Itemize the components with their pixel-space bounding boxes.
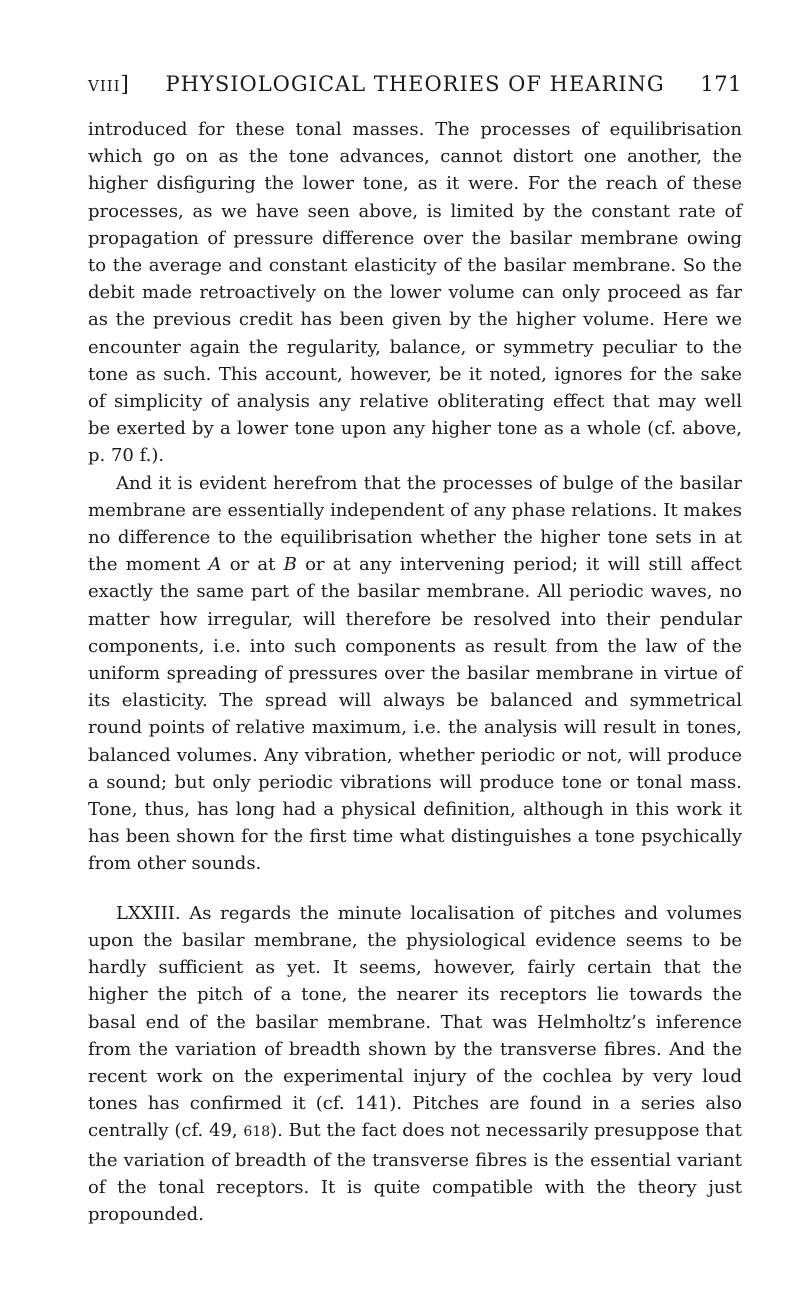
paragraph-text: ). But the fact does not necessarily presuppose that the variation of breadth of the transverse fibres is the essential variant of the tonal receptors. It is quite compatible with the theory just propounded. bbox=[88, 1120, 742, 1225]
paragraph-continuation: introduced for these tonal masses. The processes of equilibrisation which go on as the tone advances, cannot distort one another, the higher disfiguring the lower tone, as it were. For the reach of these processes, as we have seen above, is limited by the constant rate of propagation of pressure difference over the basilar membrane owing to the average and constant elasticity of the basilar membrane. So the debit made retroactively on the lower volume can only proceed as far as the previous credit has been given by the higher volume. Here we encounter again the regularity, balance, or symmetry peculiar to the tone as such. This account, however, be it noted, ignores for the sake of simplicity of analysis any relative obliterating effect that may well be exerted by a lower tone upon any higher tone as a whole (cf. above, p. 70 f.). bbox=[88, 119, 742, 467]
chapter-number: viii] bbox=[88, 72, 130, 96]
paragraph-phase-relations bbox=[88, 470, 742, 878]
paragraph-section-lxxiii bbox=[88, 900, 742, 1228]
paragraph-text: or at any intervening period; it will still affect exactly the same part of the basilar membrane. All periodic waves, no matter how irregular, will therefore be resolved into their pendular components, i.e. into such components as result from the law of the uniform spreading of pressures over the basilar membrane in virtue of its elasticity. The spread will always be balanced and symmetrical round points of relative maximum, i.e. the analysis will result in tones, balanced volumes. Any vibration, whether periodic or not, will produce a sound; but only periodic vibrations will produce tone or tonal mass. Tone, thus, has long had a physical definition, although in this work it has been shown for the first time what distinguishes a tone psychically from other sounds. bbox=[88, 554, 742, 875]
running-head bbox=[88, 72, 742, 108]
paragraph-text: or at bbox=[221, 554, 284, 576]
book-page bbox=[88, 72, 742, 1228]
page-number: 171 bbox=[700, 72, 742, 96]
paragraph-text: And it is evident herefrom that the processes of bulge of the basilar membrane are essentially independent of any phase relations. It makes no difference to the equilibrisation whether the higher tone sets in at the moment bbox=[88, 472, 742, 576]
page-reference: 618 bbox=[243, 1124, 271, 1141]
moment-b-label: B bbox=[283, 554, 297, 576]
running-title: PHYSIOLOGICAL THEORIES OF HEARING bbox=[165, 72, 665, 96]
body-text bbox=[88, 116, 742, 1228]
moment-a-label: A bbox=[208, 554, 222, 576]
paragraph-text: LXXIII. As regards the minute localisation of pitches and volumes upon the basilar membrane, the physiological evidence seems to be hardly sufficient as yet. It seems, however, fairly certain that the higher the pitch of a tone, the nearer its receptors lie towards the basal end of the basilar membrane. That was Helmholtz’s inference from the variation of breadth shown by the transverse fibres. And the recent work on the experimental injury of the cochlea by very loud tones has confirmed it (cf. 141). Pitches are found in a series also centrally (cf. 49, bbox=[88, 902, 742, 1142]
